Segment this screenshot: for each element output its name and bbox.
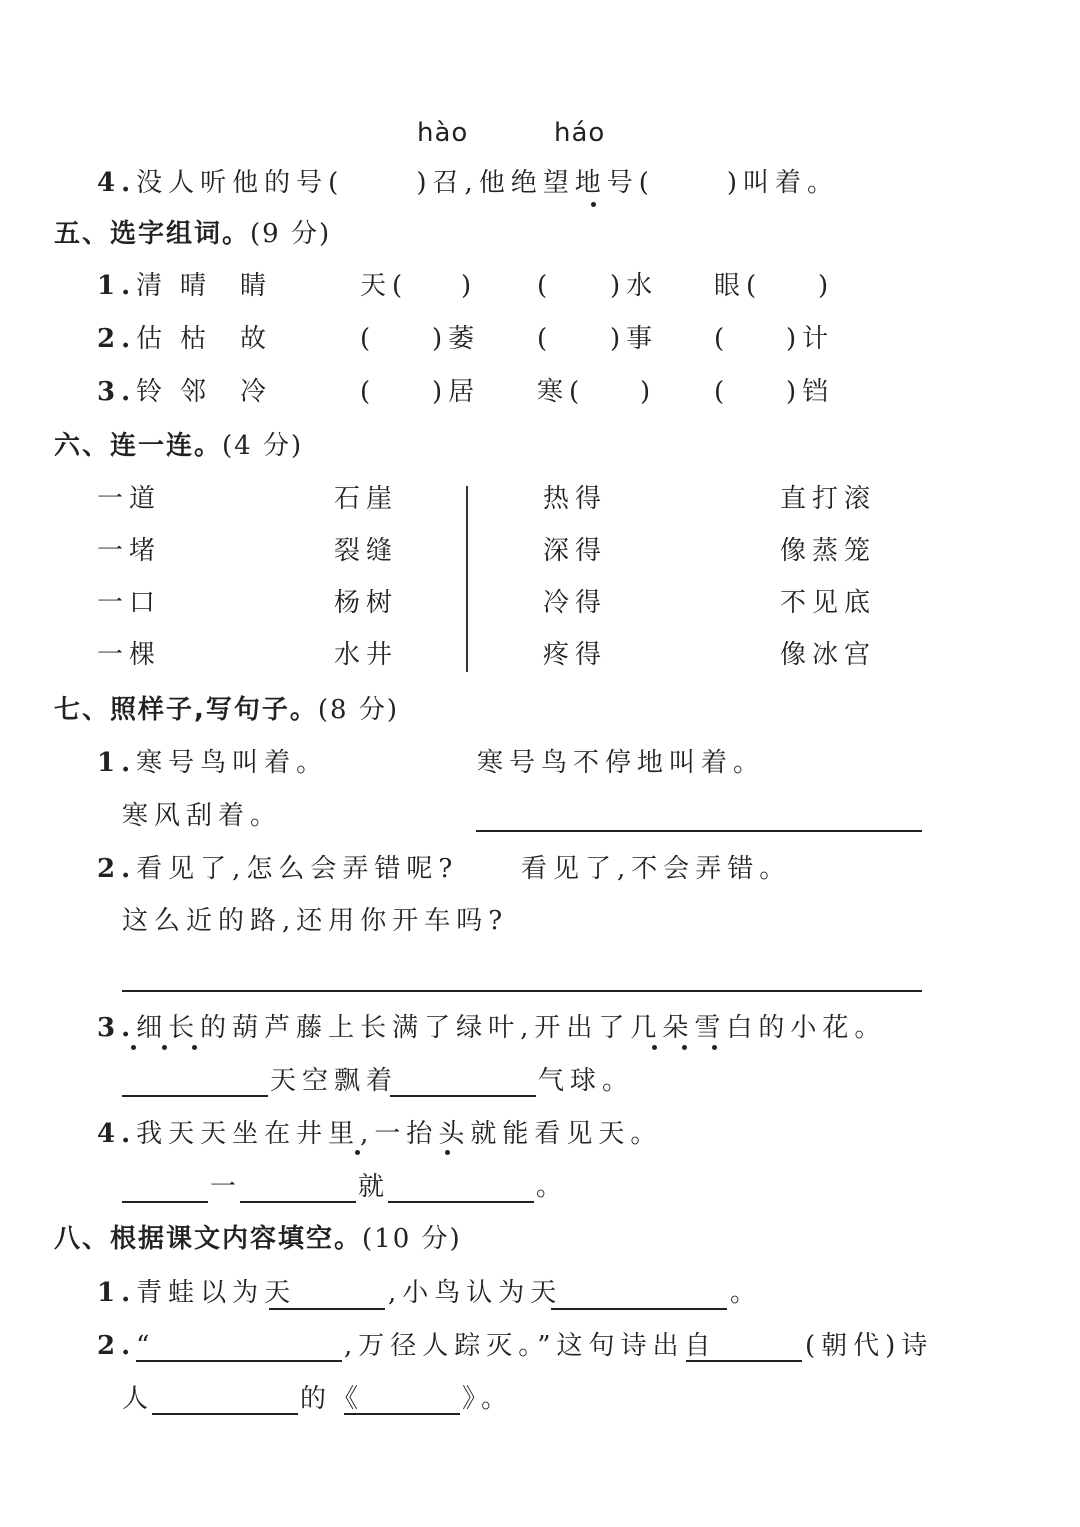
- s8-item2-blank1[interactable]: [136, 1360, 342, 1362]
- emphasis-dot: [355, 1150, 360, 1155]
- s5-row3-choices: [97, 379, 168, 405]
- s7-item3-sentence-text: 细长的葫芦藤上长满了绿叶,开出了几朵雪白的小花。: [136, 1013, 887, 1043]
- s6-col1-item3[interactable]: 一口: [97, 588, 162, 618]
- s8-item1-number: 1.: [97, 1278, 137, 1308]
- s8-item2-a: [97, 1333, 155, 1359]
- s5-row2-char1: 估: [136, 324, 169, 354]
- s7-item1-model: 寒号鸟不停地叫着。: [477, 748, 766, 778]
- section5-heading: [54, 221, 331, 247]
- s7-item4-sentence-text: 我天天坐在井里,一抬头就能看见天。: [136, 1119, 663, 1149]
- s7-item1-answer-line[interactable]: [476, 830, 922, 832]
- s7-item4-word2: 就: [358, 1172, 391, 1202]
- s8-item1-blank1[interactable]: [269, 1308, 385, 1310]
- s5-row2-blank1-open[interactable]: (: [360, 324, 377, 354]
- s5-row2-char3: 故: [240, 324, 273, 354]
- s8-item2-blank3[interactable]: [152, 1413, 298, 1415]
- s6-col4-item3[interactable]: 不见底: [780, 588, 877, 618]
- s7-item4-number: 4.: [97, 1119, 137, 1149]
- section6-heading: [54, 433, 303, 459]
- s5-row3-char1: 铃: [136, 377, 169, 407]
- s5-row2-blank3-close: )计: [786, 324, 835, 354]
- s8-item2-blank2[interactable]: [686, 1360, 802, 1362]
- section8-title: 八、根据课文内容填空。: [54, 1224, 363, 1254]
- s7-item2-example: [97, 856, 458, 882]
- section7-heading: [54, 697, 399, 723]
- q4-part2: )召,他绝望地号(: [416, 168, 655, 198]
- section7-points: (8 分): [317, 695, 399, 725]
- s5-row3-blank1-close: )居: [432, 377, 481, 407]
- s6-col2-item3[interactable]: 杨树: [334, 588, 399, 618]
- q4-line: [97, 170, 839, 196]
- s6-col2-item2[interactable]: 裂缝: [334, 536, 399, 566]
- s5-row3-char3: 冷: [240, 377, 273, 407]
- s8-item1-a-text: 青蛙以为天: [136, 1278, 297, 1308]
- s5-row1-blank2-open[interactable]: (: [537, 271, 554, 301]
- pinyin-hao4: hào: [417, 118, 469, 148]
- s7-item1-example-text: 寒号鸟叫着。: [136, 748, 329, 778]
- s5-row3-blank2-close: ): [640, 377, 657, 407]
- s8-item2-e: 的《: [300, 1384, 365, 1414]
- section6-points: (4 分): [222, 431, 304, 461]
- s7-item4-sentence: [97, 1121, 662, 1147]
- section8-points: (10 分): [362, 1224, 462, 1254]
- s8-item1-a: [97, 1280, 296, 1306]
- s5-row2-char2: 枯: [180, 324, 213, 354]
- s7-item4-blank3[interactable]: [388, 1201, 534, 1203]
- s7-item1-prompt: 寒风刮着。: [122, 801, 283, 831]
- s6-col3-item1[interactable]: 热得: [543, 484, 608, 514]
- s8-item1-c: 。: [730, 1278, 763, 1308]
- s6-col4-item4[interactable]: 像冰宫: [780, 640, 877, 670]
- s7-item2-example-text: 看见了,怎么会弄错呢?: [136, 854, 459, 884]
- section7-title: 七、照样子,写句子。: [54, 695, 318, 725]
- s5-row3-blank1-open[interactable]: (: [360, 377, 377, 407]
- s7-item4-end: 。: [536, 1172, 569, 1202]
- s8-item2-blank4[interactable]: [344, 1413, 460, 1415]
- s7-item2-model: 看见了,不会弄错。: [521, 854, 792, 884]
- s5-row2-number: 2.: [97, 324, 137, 354]
- s5-row2-choices: [97, 326, 168, 352]
- s5-row1-char2: 晴: [180, 271, 213, 301]
- s7-item3-blank2[interactable]: [390, 1095, 536, 1097]
- s6-col1-item1[interactable]: 一道: [97, 484, 162, 514]
- s7-item3-number: 3.: [97, 1013, 137, 1043]
- emphasis-dot: [652, 1045, 657, 1050]
- s7-item3-sentence: [97, 1015, 886, 1041]
- s5-row2-blank2-close: )事: [610, 324, 659, 354]
- emphasis-dot: [591, 202, 596, 207]
- s7-item1-number: 1.: [97, 748, 137, 778]
- q4-part3: )叫着。: [726, 168, 840, 198]
- q4-number: 4.: [97, 168, 137, 198]
- s7-item4-blank1[interactable]: [122, 1201, 208, 1203]
- s7-item2-number: 2.: [97, 854, 137, 884]
- s6-col3-item4[interactable]: 疼得: [543, 640, 608, 670]
- section8-heading: [54, 1226, 462, 1252]
- s7-item3-fill-mid: 天空飘着: [270, 1066, 399, 1096]
- s5-row1-blank3-close: ): [818, 271, 835, 301]
- s8-item2-number: 2.: [97, 1331, 137, 1361]
- s5-row1-blank2-close: )水: [610, 271, 659, 301]
- s5-row1-number: 1.: [97, 271, 137, 301]
- s7-item4-blank2[interactable]: [240, 1201, 356, 1203]
- s6-col1-item4[interactable]: 一棵: [97, 640, 162, 670]
- s5-row1-char3: 睛: [240, 271, 273, 301]
- emphasis-dot: [712, 1045, 717, 1050]
- q4-part1: 没人听他的号(: [136, 168, 345, 198]
- s5-row1-blank1-open[interactable]: 天(: [360, 271, 409, 301]
- s8-item2-f: 》。: [462, 1384, 514, 1414]
- s8-item2-c: (朝代)诗: [805, 1331, 934, 1361]
- emphasis-dot: [682, 1045, 687, 1050]
- s6-col4-item2[interactable]: 像蒸笼: [780, 536, 877, 566]
- s6-col1-item2[interactable]: 一堵: [97, 536, 162, 566]
- s8-item2-a-text: “: [136, 1331, 156, 1361]
- s7-item2-prompt: 这么近的路,还用你开车吗?: [122, 906, 509, 936]
- s5-row1-blank1-close: ): [461, 271, 478, 301]
- s5-row3-blank3-close: )铛: [786, 377, 835, 407]
- s6-col3-item2[interactable]: 深得: [543, 536, 608, 566]
- s5-row1-blank3-open[interactable]: 眼(: [714, 271, 763, 301]
- s6-col2-item1[interactable]: 石崖: [334, 484, 399, 514]
- s5-row3-number: 3.: [97, 377, 137, 407]
- s8-item2-b: ,万径人踪灭。”这句诗出自: [344, 1331, 717, 1361]
- s7-item2-answer-line[interactable]: [122, 990, 922, 992]
- s6-col4-item1[interactable]: 直打滚: [780, 484, 877, 514]
- s8-item2-d: 人: [122, 1384, 155, 1414]
- s5-row3-blank3-open[interactable]: (: [714, 377, 731, 407]
- pinyin-hao2: háo: [554, 118, 606, 148]
- emphasis-dot: [162, 1045, 167, 1050]
- s5-row1-choices: [97, 273, 168, 299]
- s5-row3-char2: 邻: [180, 377, 213, 407]
- s8-item1-b: ,小鸟认为天: [388, 1278, 563, 1308]
- section5-title: 五、选字组词。: [54, 219, 251, 249]
- s7-item3-fill-end: 气球。: [538, 1066, 635, 1096]
- s7-item1-example: [97, 750, 328, 776]
- s7-item4-word1: 一: [210, 1172, 243, 1202]
- s8-item1-blank2[interactable]: [551, 1308, 727, 1310]
- section5-points: (9 分): [250, 219, 332, 249]
- emphasis-dot: [192, 1045, 197, 1050]
- emphasis-dot: [131, 1045, 136, 1050]
- s5-row2-blank2-open[interactable]: (: [537, 324, 554, 354]
- section6-title: 六、连一连。: [54, 431, 223, 461]
- s5-row1-char1: 清: [136, 271, 169, 301]
- s5-row2-blank3-open[interactable]: (: [714, 324, 731, 354]
- s6-divider: [466, 486, 468, 672]
- emphasis-dot: [445, 1150, 450, 1155]
- s5-row3-blank2-open[interactable]: 寒(: [537, 377, 586, 407]
- s7-item3-blank1[interactable]: [122, 1095, 268, 1097]
- s6-col2-item4[interactable]: 水井: [334, 640, 399, 670]
- s6-col3-item3[interactable]: 冷得: [543, 588, 608, 618]
- s5-row2-blank1-close: )萎: [432, 324, 481, 354]
